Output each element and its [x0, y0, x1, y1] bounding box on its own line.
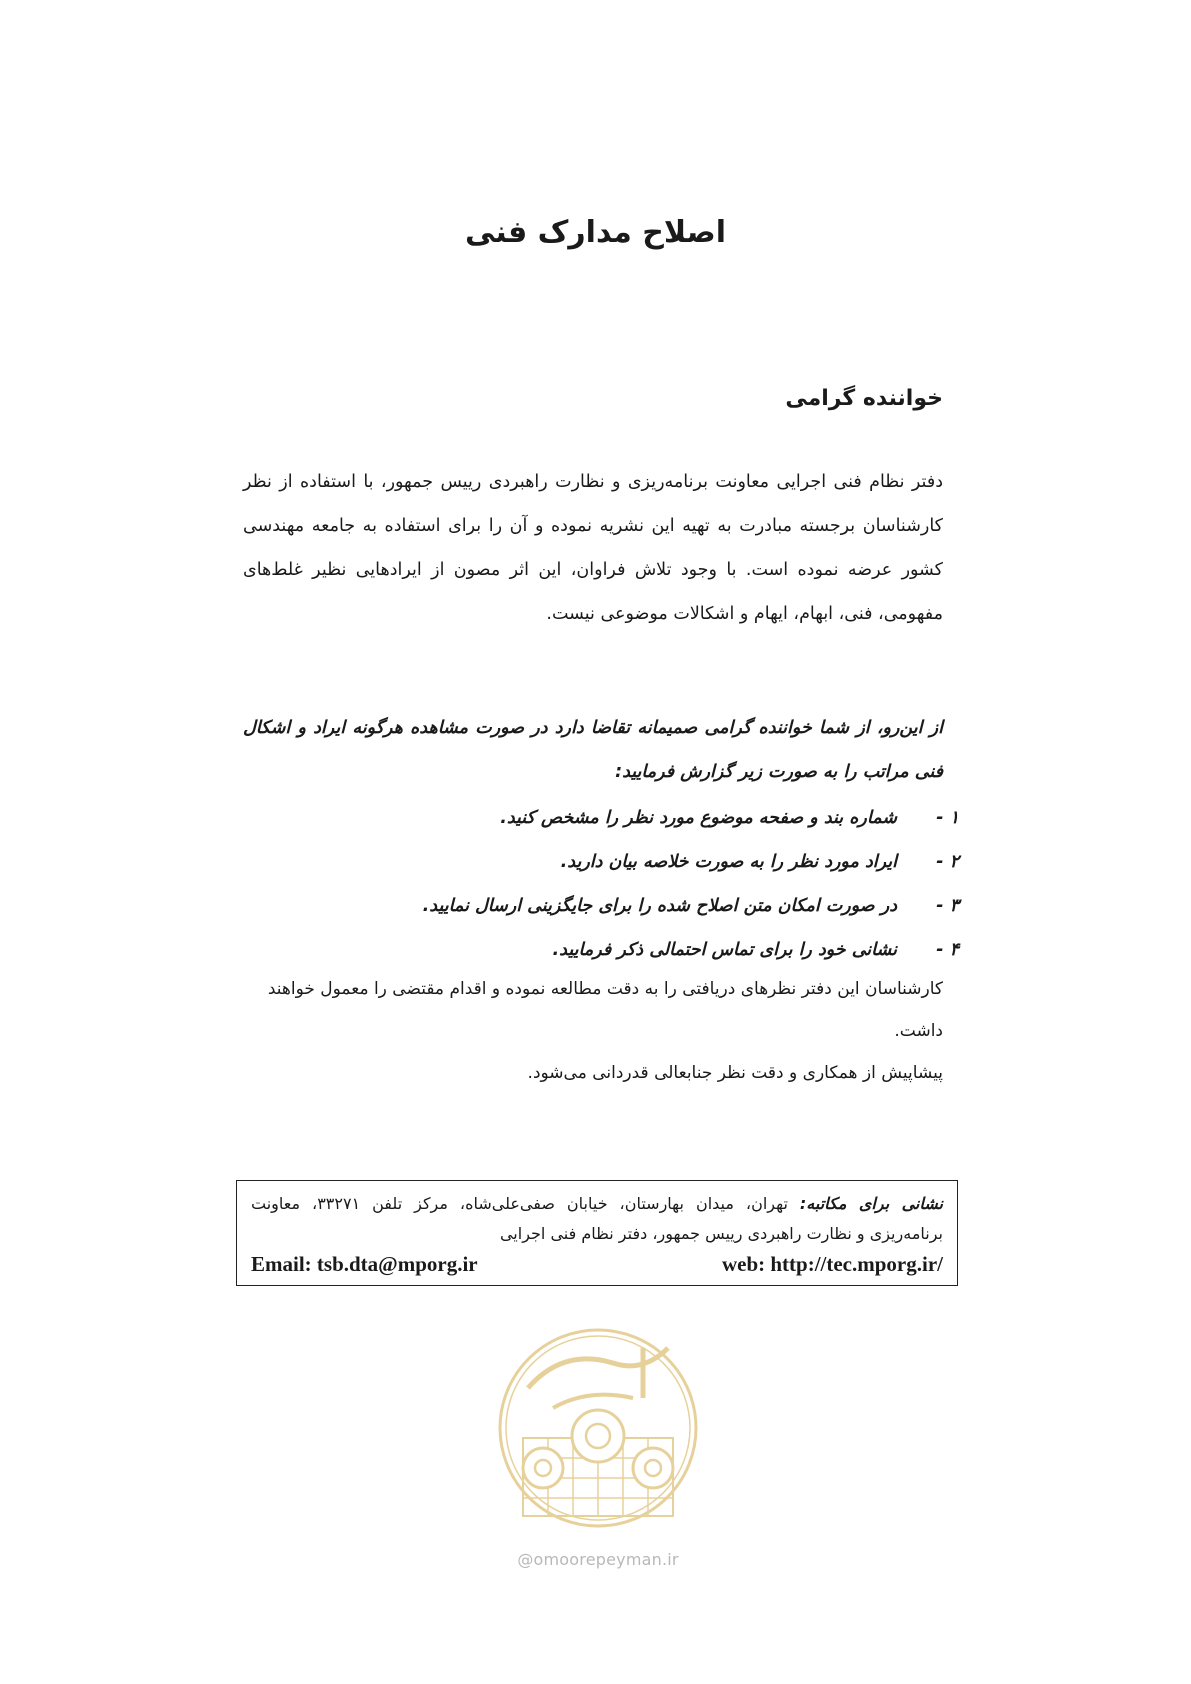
step-number: ۲ -	[936, 852, 959, 872]
contact-links-row	[251, 1251, 943, 1277]
list-item	[243, 796, 959, 840]
closing-line: کارشناسان این دفتر نظرهای دریافتی را به دقت مطالعه نموده و اقدام مقتضی را معمول خواهند داشت.	[267, 979, 943, 1041]
step-number: ۱ -	[936, 808, 959, 828]
closing-text	[243, 968, 943, 1094]
intro-paragraph: دفتر نظام فنی اجرایی معاونت برنامه‌ریزی و نظارت راهبردی رییس جمهور، با استفاده از نظر کارشناسان برجسته مبادرت به تهیه این نشریه نموده و آن را برای استفاده به جامعه مهندسی کشور عرضه نموده است. با وجود تلاش فراوان، این اثر مصون از ایرادهایی نظیر غلط‌های مفهومی، فنی، ابهام، ایهام و اشکالات موضوعی نیست.	[243, 472, 943, 624]
watermark-logo	[493, 1318, 703, 1578]
contact-box	[236, 1180, 958, 1286]
report-steps-list	[243, 796, 959, 972]
page-title: اصلاح مدارک فنی	[465, 215, 726, 250]
step-number: ۴ -	[936, 940, 959, 960]
watermark-seal-icon	[493, 1318, 703, 1558]
step-text: در صورت امکان متن اصلاح شده را برای جایگزینی ارسال نمایید.	[422, 896, 897, 916]
salutation-heading: خواننده گرامی	[785, 386, 943, 411]
address-label: نشانی برای مکاتبه:	[799, 1194, 943, 1213]
list-item	[243, 884, 959, 928]
email-address[interactable]: Email: tsb.dta@mporg.ir	[251, 1252, 478, 1276]
step-text: ایراد مورد نظر را به صورت خلاصه بیان دارید.	[560, 852, 897, 872]
watermark-url: @omoorepeyman.ir	[517, 1550, 679, 1569]
list-item	[243, 840, 959, 884]
step-text: شماره بند و صفحه موضوع مورد نظر را مشخص کنید.	[500, 808, 897, 828]
closing-line: پیشاپیش از همکاری و دقت نظر جنابعالی قدردانی می‌شود.	[527, 1063, 943, 1083]
mailing-address	[251, 1189, 943, 1249]
address-text: تهران، میدان بهارستان، خیابان صفی‌علی‌شاه، مرکز تلفن ۳۳۲۷۱، معاونت برنامه‌ریزی و نظارت راهبردی رییس جمهور، دفتر نظام فنی اجرایی	[251, 1194, 943, 1243]
request-paragraph: از این‌رو، از شما خواننده گرامی صمیمانه تقاضا دارد در صورت مشاهده هرگونه ایراد و اشکال فنی مراتب را به صورت زیر گزارش فرمایید:	[243, 718, 943, 782]
list-item	[243, 928, 959, 972]
step-number: ۳ -	[936, 896, 959, 916]
step-text: نشانی خود را برای تماس احتمالی ذکر فرمایید.	[552, 940, 897, 960]
website-link[interactable]: web: http://tec.mporg.ir/	[721, 1252, 943, 1276]
